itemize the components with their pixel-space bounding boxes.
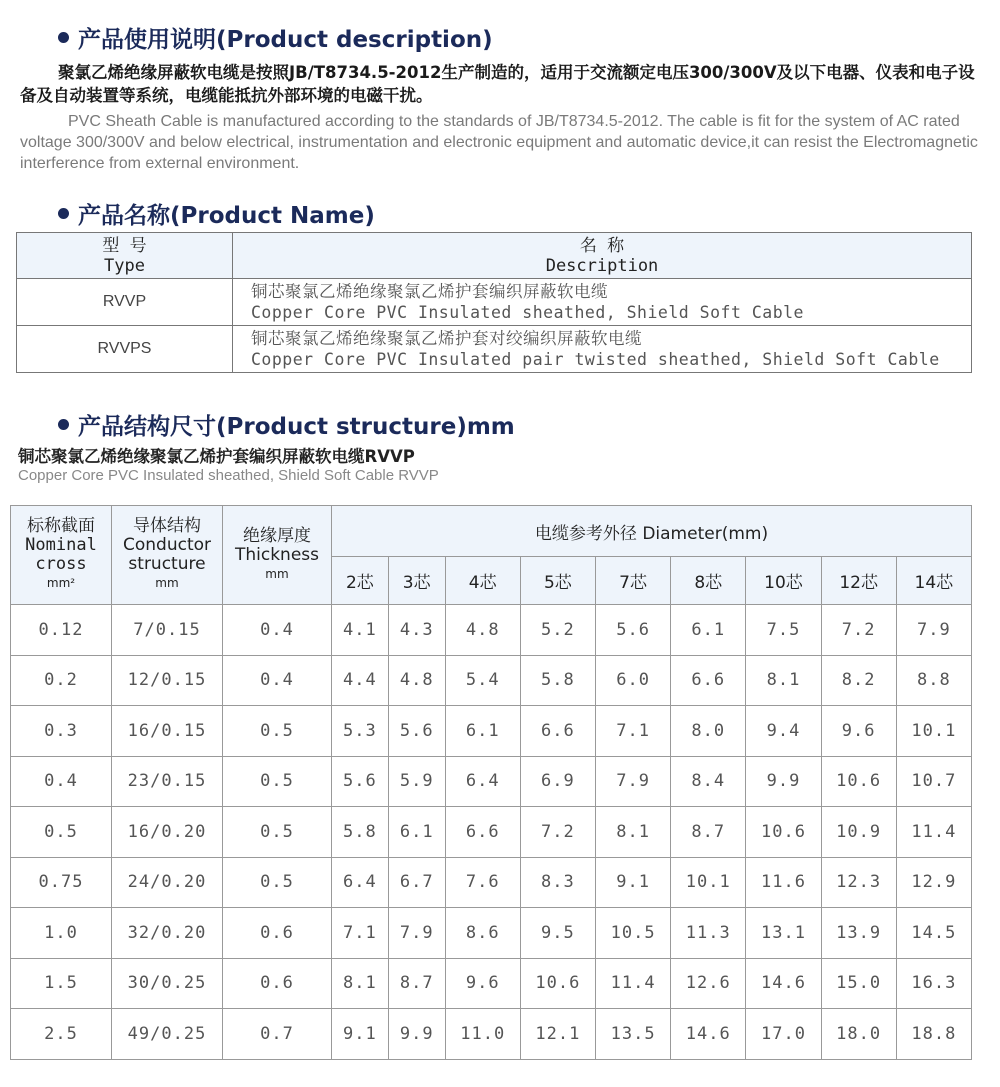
diameter-cell: 8.1 [746, 655, 821, 706]
diameter-cell: 7.1 [596, 706, 671, 757]
diameter-cell: 11.6 [746, 857, 821, 908]
diameter-cell: 9.6 [445, 958, 520, 1009]
diameter-cell: 5.6 [332, 756, 389, 807]
diameter-cell: 11.4 [896, 807, 971, 858]
conductor-header [112, 506, 223, 605]
thickness-cell: 0.7 [223, 1009, 332, 1060]
core-header: 2芯 [332, 557, 389, 605]
diameter-cell: 9.5 [520, 908, 595, 959]
cross-section-cell: 0.2 [11, 655, 112, 706]
description-cn: 铜芯聚氯乙烯绝缘聚氯乙烯护套对绞编织屏蔽软电缆 [251, 329, 642, 348]
diameter-cell: 6.1 [671, 605, 746, 656]
diameter-cell: 8.1 [332, 958, 389, 1009]
conductor-cell: 23/0.15 [112, 756, 223, 807]
conductor-header-en1: Conductor [122, 535, 211, 555]
core-header: 12芯 [821, 557, 896, 605]
description-en: Copper Core PVC Insulated sheathed, Shield Soft Cable [251, 303, 804, 322]
diameter-cell: 8.7 [671, 807, 746, 858]
name-table-row [17, 279, 972, 326]
cross-header-unit: mm² [46, 576, 76, 590]
diameter-cell: 7.2 [821, 605, 896, 656]
diameter-cell: 12.6 [671, 958, 746, 1009]
structure-table [10, 505, 972, 1060]
description-en: Copper Core PVC Insulated pair twisted sheathed, Shield Soft Cable [251, 350, 940, 369]
core-header: 14芯 [896, 557, 971, 605]
thickness-header-cn: 绝缘厚度 [243, 525, 311, 546]
diameter-cell: 18.0 [821, 1009, 896, 1060]
core-header: 5芯 [520, 557, 595, 605]
diameter-cell: 6.6 [671, 655, 746, 706]
structure-table-row [11, 908, 972, 959]
conductor-cell: 49/0.25 [112, 1009, 223, 1060]
thickness-header-unit: mm [265, 566, 289, 581]
diameter-cell: 8.0 [671, 706, 746, 757]
diameter-cell: 13.9 [821, 908, 896, 959]
structure-table-row [11, 706, 972, 757]
structure-subtitle-cn: 铜芯聚氯乙烯绝缘聚氯乙烯护套编织屏蔽软电缆RVVP [18, 447, 415, 466]
cross-section-cell: 0.5 [11, 807, 112, 858]
diameter-cell: 5.4 [445, 655, 520, 706]
diameter-cell: 5.8 [332, 807, 389, 858]
bullet-icon [58, 32, 69, 43]
cross-header-en1: Nominal [25, 535, 97, 555]
diameter-cell: 14.6 [746, 958, 821, 1009]
diameter-cell: 7.2 [520, 807, 595, 858]
description-cn: 聚氯乙烯绝缘屏蔽软电缆是按照JB/T8734.5-2012生产制造的，适用于交流额定电压300/300V及以下电器、仪表和电子设备及自动装置等系统，电缆能抵抗外部环境的电磁干扰。 [20, 63, 975, 105]
diameter-cell: 5.3 [332, 706, 389, 757]
type-cell: RVVP [17, 279, 233, 326]
thickness-cell: 0.5 [223, 756, 332, 807]
thickness-cell: 0.6 [223, 908, 332, 959]
diameter-cell: 12.9 [896, 857, 971, 908]
diameter-cell: 9.6 [821, 706, 896, 757]
cross-header-cn: 标称截面 [27, 516, 95, 536]
conductor-cell: 16/0.15 [112, 706, 223, 757]
conductor-cell: 7/0.15 [112, 605, 223, 656]
diameter-cell: 13.1 [746, 908, 821, 959]
structure-table-row [11, 807, 972, 858]
diameter-cell: 10.6 [746, 807, 821, 858]
diameter-cell: 5.6 [596, 605, 671, 656]
thickness-cell: 0.4 [223, 605, 332, 656]
cross-section-cell: 0.75 [11, 857, 112, 908]
diameter-cell: 6.1 [388, 807, 445, 858]
diameter-cell: 6.4 [332, 857, 389, 908]
desc-header-cn: 名 称 [579, 235, 625, 256]
core-header: 4芯 [445, 557, 520, 605]
conductor-cell: 30/0.25 [112, 958, 223, 1009]
product-name-table [16, 232, 972, 373]
thickness-header-en: Thickness [234, 544, 320, 565]
structure-subtitle-en: Copper Core PVC Insulated sheathed, Shield Soft Cable RVVP [18, 467, 439, 484]
section-title-name [58, 197, 375, 230]
diameter-cell: 7.9 [896, 605, 971, 656]
diameter-cell: 8.3 [520, 857, 595, 908]
diameter-cell: 12.3 [821, 857, 896, 908]
type-header-en: Type [104, 255, 145, 276]
diameter-cell: 10.1 [671, 857, 746, 908]
thickness-cell: 0.5 [223, 857, 332, 908]
diameter-cell: 8.7 [388, 958, 445, 1009]
section-title-description [58, 21, 493, 54]
diameter-cell: 14.6 [671, 1009, 746, 1060]
diameter-cell: 7.1 [332, 908, 389, 959]
diameter-cell: 7.5 [746, 605, 821, 656]
diameter-cell: 11.3 [671, 908, 746, 959]
cross-section-cell: 0.3 [11, 706, 112, 757]
type-header [17, 233, 233, 279]
structure-table-row [11, 958, 972, 1009]
thickness-cell: 0.5 [223, 807, 332, 858]
diameter-cell: 5.8 [520, 655, 595, 706]
conductor-cell: 24/0.20 [112, 857, 223, 908]
desc-header-en: Description [545, 255, 659, 276]
diameter-cell: 6.7 [388, 857, 445, 908]
conductor-cell: 32/0.20 [112, 908, 223, 959]
diameter-cell: 6.4 [445, 756, 520, 807]
diameter-cell: 6.1 [445, 706, 520, 757]
diameter-cell: 8.6 [445, 908, 520, 959]
diameter-cell: 5.9 [388, 756, 445, 807]
diameter-cell: 10.7 [896, 756, 971, 807]
section-title-text: 产品名称(Product Name) [78, 203, 375, 229]
diameter-cell: 17.0 [746, 1009, 821, 1060]
diameter-cell: 10.6 [520, 958, 595, 1009]
section-title-text: 产品使用说明(Product description) [78, 27, 493, 53]
section-title-text: 产品结构尺寸(Product structure)mm [78, 414, 515, 440]
conductor-cell: 12/0.15 [112, 655, 223, 706]
diameter-cell: 7.6 [445, 857, 520, 908]
diameter-header: 电缆参考外径 Diameter(mm) [332, 506, 972, 557]
description-cell [233, 279, 972, 326]
diameter-cell: 9.4 [746, 706, 821, 757]
thickness-cell: 0.4 [223, 655, 332, 706]
diameter-cell: 8.1 [596, 807, 671, 858]
type-header-cn: 型 号 [102, 235, 147, 256]
core-header: 10芯 [746, 557, 821, 605]
diameter-cell: 13.5 [596, 1009, 671, 1060]
diameter-cell: 4.3 [388, 605, 445, 656]
structure-table-row [11, 605, 972, 656]
thickness-header [223, 506, 332, 605]
thickness-cell: 0.5 [223, 706, 332, 757]
diameter-cell: 9.1 [332, 1009, 389, 1060]
description-en: PVC Sheath Cable is manufactured according to the standards of JB/T8734.5-2012. The cable is fit for the system of AC rated voltage 300/300V and below electrical, instrumentation and electronic equipment and automatic device,it can resist the Electromagnetic interference from external environment. [20, 113, 978, 172]
diameter-cell: 5.2 [520, 605, 595, 656]
diameter-cell: 7.9 [388, 908, 445, 959]
diameter-cell: 8.8 [896, 655, 971, 706]
diameter-cell: 6.0 [596, 655, 671, 706]
structure-table-row [11, 1009, 972, 1060]
core-header: 8芯 [671, 557, 746, 605]
diameter-cell: 8.2 [821, 655, 896, 706]
diameter-cell: 4.4 [332, 655, 389, 706]
cross-header-en2: cross [35, 554, 87, 574]
diameter-cell: 6.6 [520, 706, 595, 757]
cross-section-cell: 2.5 [11, 1009, 112, 1060]
diameter-cell: 4.8 [388, 655, 445, 706]
type-cell: RVVPS [17, 326, 233, 373]
structure-table-row [11, 756, 972, 807]
diameter-cell: 9.9 [746, 756, 821, 807]
description-cell [233, 326, 972, 373]
description-cn: 铜芯聚氯乙烯绝缘聚氯乙烯护套编织屏蔽软电缆 [251, 282, 608, 301]
diameter-cell: 10.9 [821, 807, 896, 858]
cross-section-cell: 1.5 [11, 958, 112, 1009]
desc-header [233, 233, 972, 279]
diameter-cell: 5.6 [388, 706, 445, 757]
structure-table-row [11, 857, 972, 908]
name-table-row [17, 326, 972, 373]
diameter-cell: 11.4 [596, 958, 671, 1009]
diameter-cell: 9.9 [388, 1009, 445, 1060]
structure-table-row [11, 655, 972, 706]
cross-section-cell: 1.0 [11, 908, 112, 959]
diameter-cell: 9.1 [596, 857, 671, 908]
thickness-cell: 0.6 [223, 958, 332, 1009]
core-header: 3芯 [388, 557, 445, 605]
diameter-cell: 11.0 [445, 1009, 520, 1060]
bullet-icon [58, 208, 69, 219]
conductor-header-unit: mm [155, 576, 179, 590]
diameter-cell: 16.3 [896, 958, 971, 1009]
diameter-cell: 10.5 [596, 908, 671, 959]
diameter-cell: 4.1 [332, 605, 389, 656]
diameter-cell: 15.0 [821, 958, 896, 1009]
diameter-cell: 18.8 [896, 1009, 971, 1060]
conductor-header-en2: structure [128, 554, 206, 574]
diameter-cell: 4.8 [445, 605, 520, 656]
diameter-cell: 10.6 [821, 756, 896, 807]
diameter-cell: 6.9 [520, 756, 595, 807]
cross-section-cell: 0.12 [11, 605, 112, 656]
diameter-cell: 10.1 [896, 706, 971, 757]
bullet-icon [58, 419, 69, 430]
diameter-cell: 14.5 [896, 908, 971, 959]
diameter-cell: 12.1 [520, 1009, 595, 1060]
conductor-header-cn: 导体结构 [133, 516, 201, 536]
cross-section-cell: 0.4 [11, 756, 112, 807]
section-title-structure [58, 408, 515, 441]
core-header: 7芯 [596, 557, 671, 605]
diameter-cell: 6.6 [445, 807, 520, 858]
cross-header [11, 506, 112, 605]
conductor-cell: 16/0.20 [112, 807, 223, 858]
diameter-cell: 8.4 [671, 756, 746, 807]
diameter-cell: 7.9 [596, 756, 671, 807]
